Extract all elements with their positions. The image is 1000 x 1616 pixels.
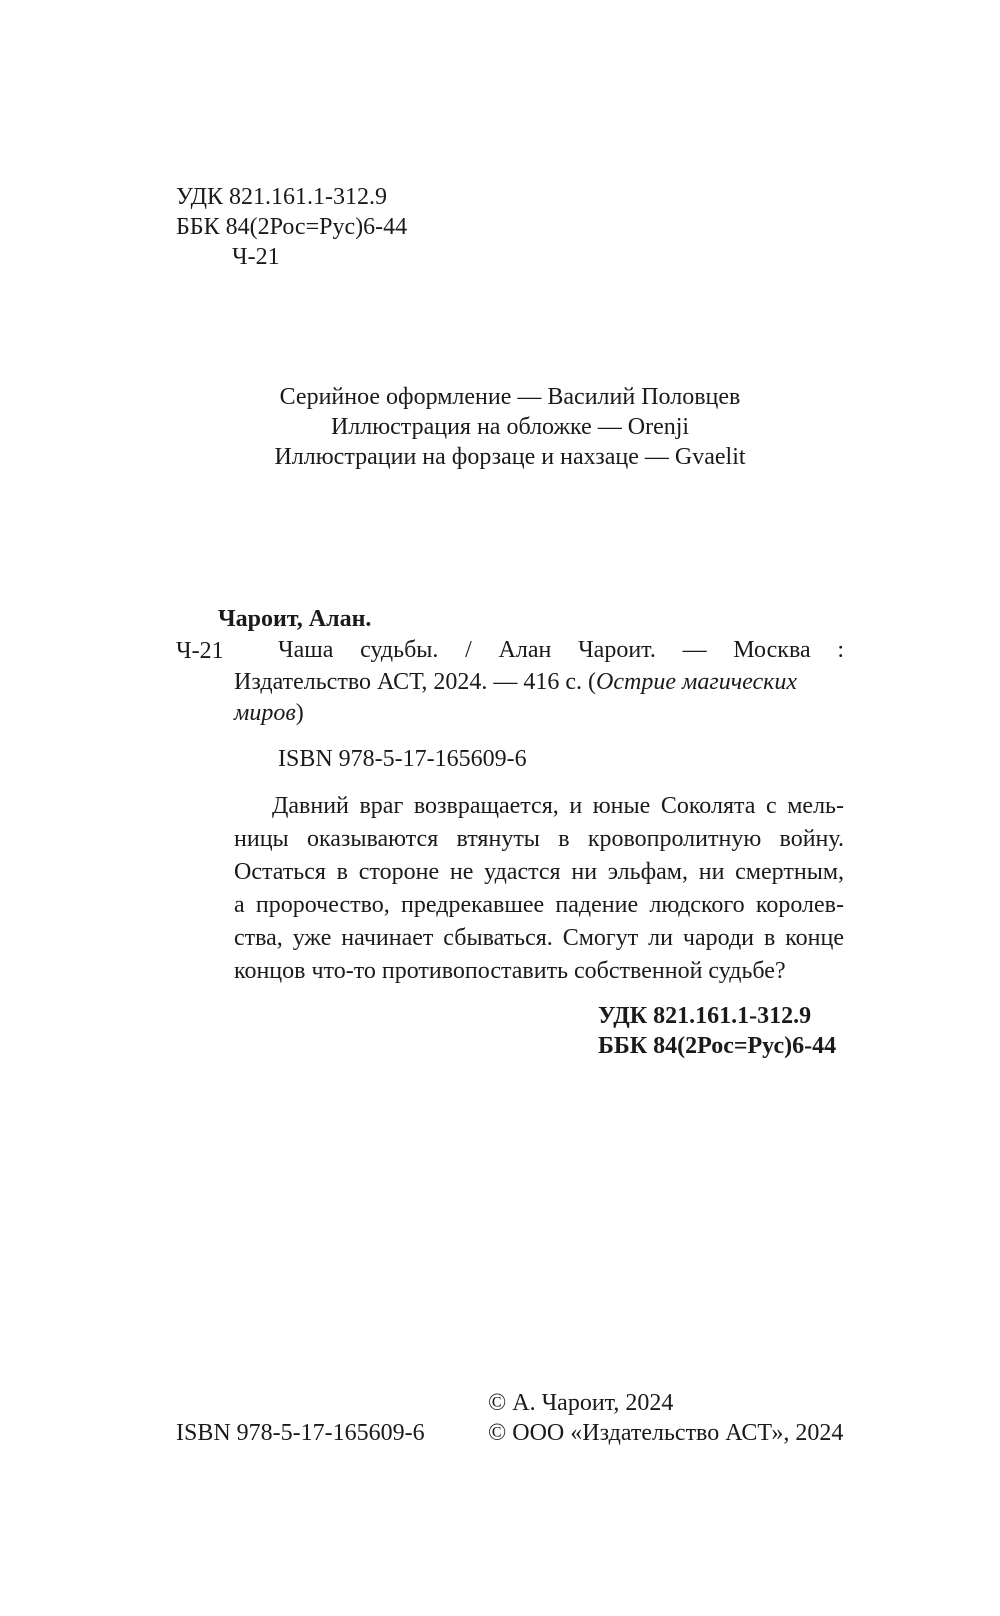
udk-code: УДК 821.161.1-312.9 [176,184,387,210]
credit-cover-illustration: Иллюстрация на обложке — Orenji [330,414,690,440]
credit-endpaper-illustrations: Иллюстрации на форзаце и нахзаце — Gvaelit [274,444,746,470]
bib-publisher-text: Издательство АСТ, 2024. — 416 с. ( [234,669,597,695]
annotation-line: а пророчество, предрекавшее падение людского королев- [234,892,844,918]
bib-author-mark: Ч-21 [176,638,224,664]
bib-series-line [234,698,304,728]
bbk-code: ББК 84(2Рос=Рус)6-44 [176,214,408,240]
author-mark: Ч-21 [232,244,280,270]
credit-series-design: Серийное оформление — Василий Половцев [279,384,741,410]
bbk-code-bold: ББК 84(2Рос=Рус)6-44 [598,1033,837,1059]
author-heading: Чароит, Алан. [218,606,372,632]
annotation-line: ства, уже начинает сбываться. Смогут ли чароди в конце [234,925,844,951]
bib-series-close: ) [295,700,304,726]
bib-publisher-line [234,667,844,697]
annotation-line: ницы оказываются втянуты в кровопролитную войну. [234,826,844,852]
udk-code-bold: УДК 821.161.1-312.9 [598,1003,812,1029]
bib-isbn: ISBN 978-5-17-165609-6 [278,746,527,772]
copyright-publisher: © ООО «Издательство АСТ», 2024 [488,1420,844,1446]
bib-title-line: Чаша судьбы. / Алан Чароит. — Москва : [278,637,844,663]
footer-isbn: ISBN 978-5-17-165609-6 [176,1420,425,1446]
bib-series-name-end: миров [234,700,296,726]
annotation-line: Давний враг возвращается, и юные Соколята с мель- [272,793,844,819]
annotation-line: Остаться в стороне не удастся ни эльфам, ни смертным, [234,859,844,885]
annotation-line: концов что-то противопоставить собственной судьбе? [234,958,786,984]
copyright-author: © А. Чароит, 2024 [488,1390,674,1416]
bib-series-name: Острие магических [596,669,798,695]
